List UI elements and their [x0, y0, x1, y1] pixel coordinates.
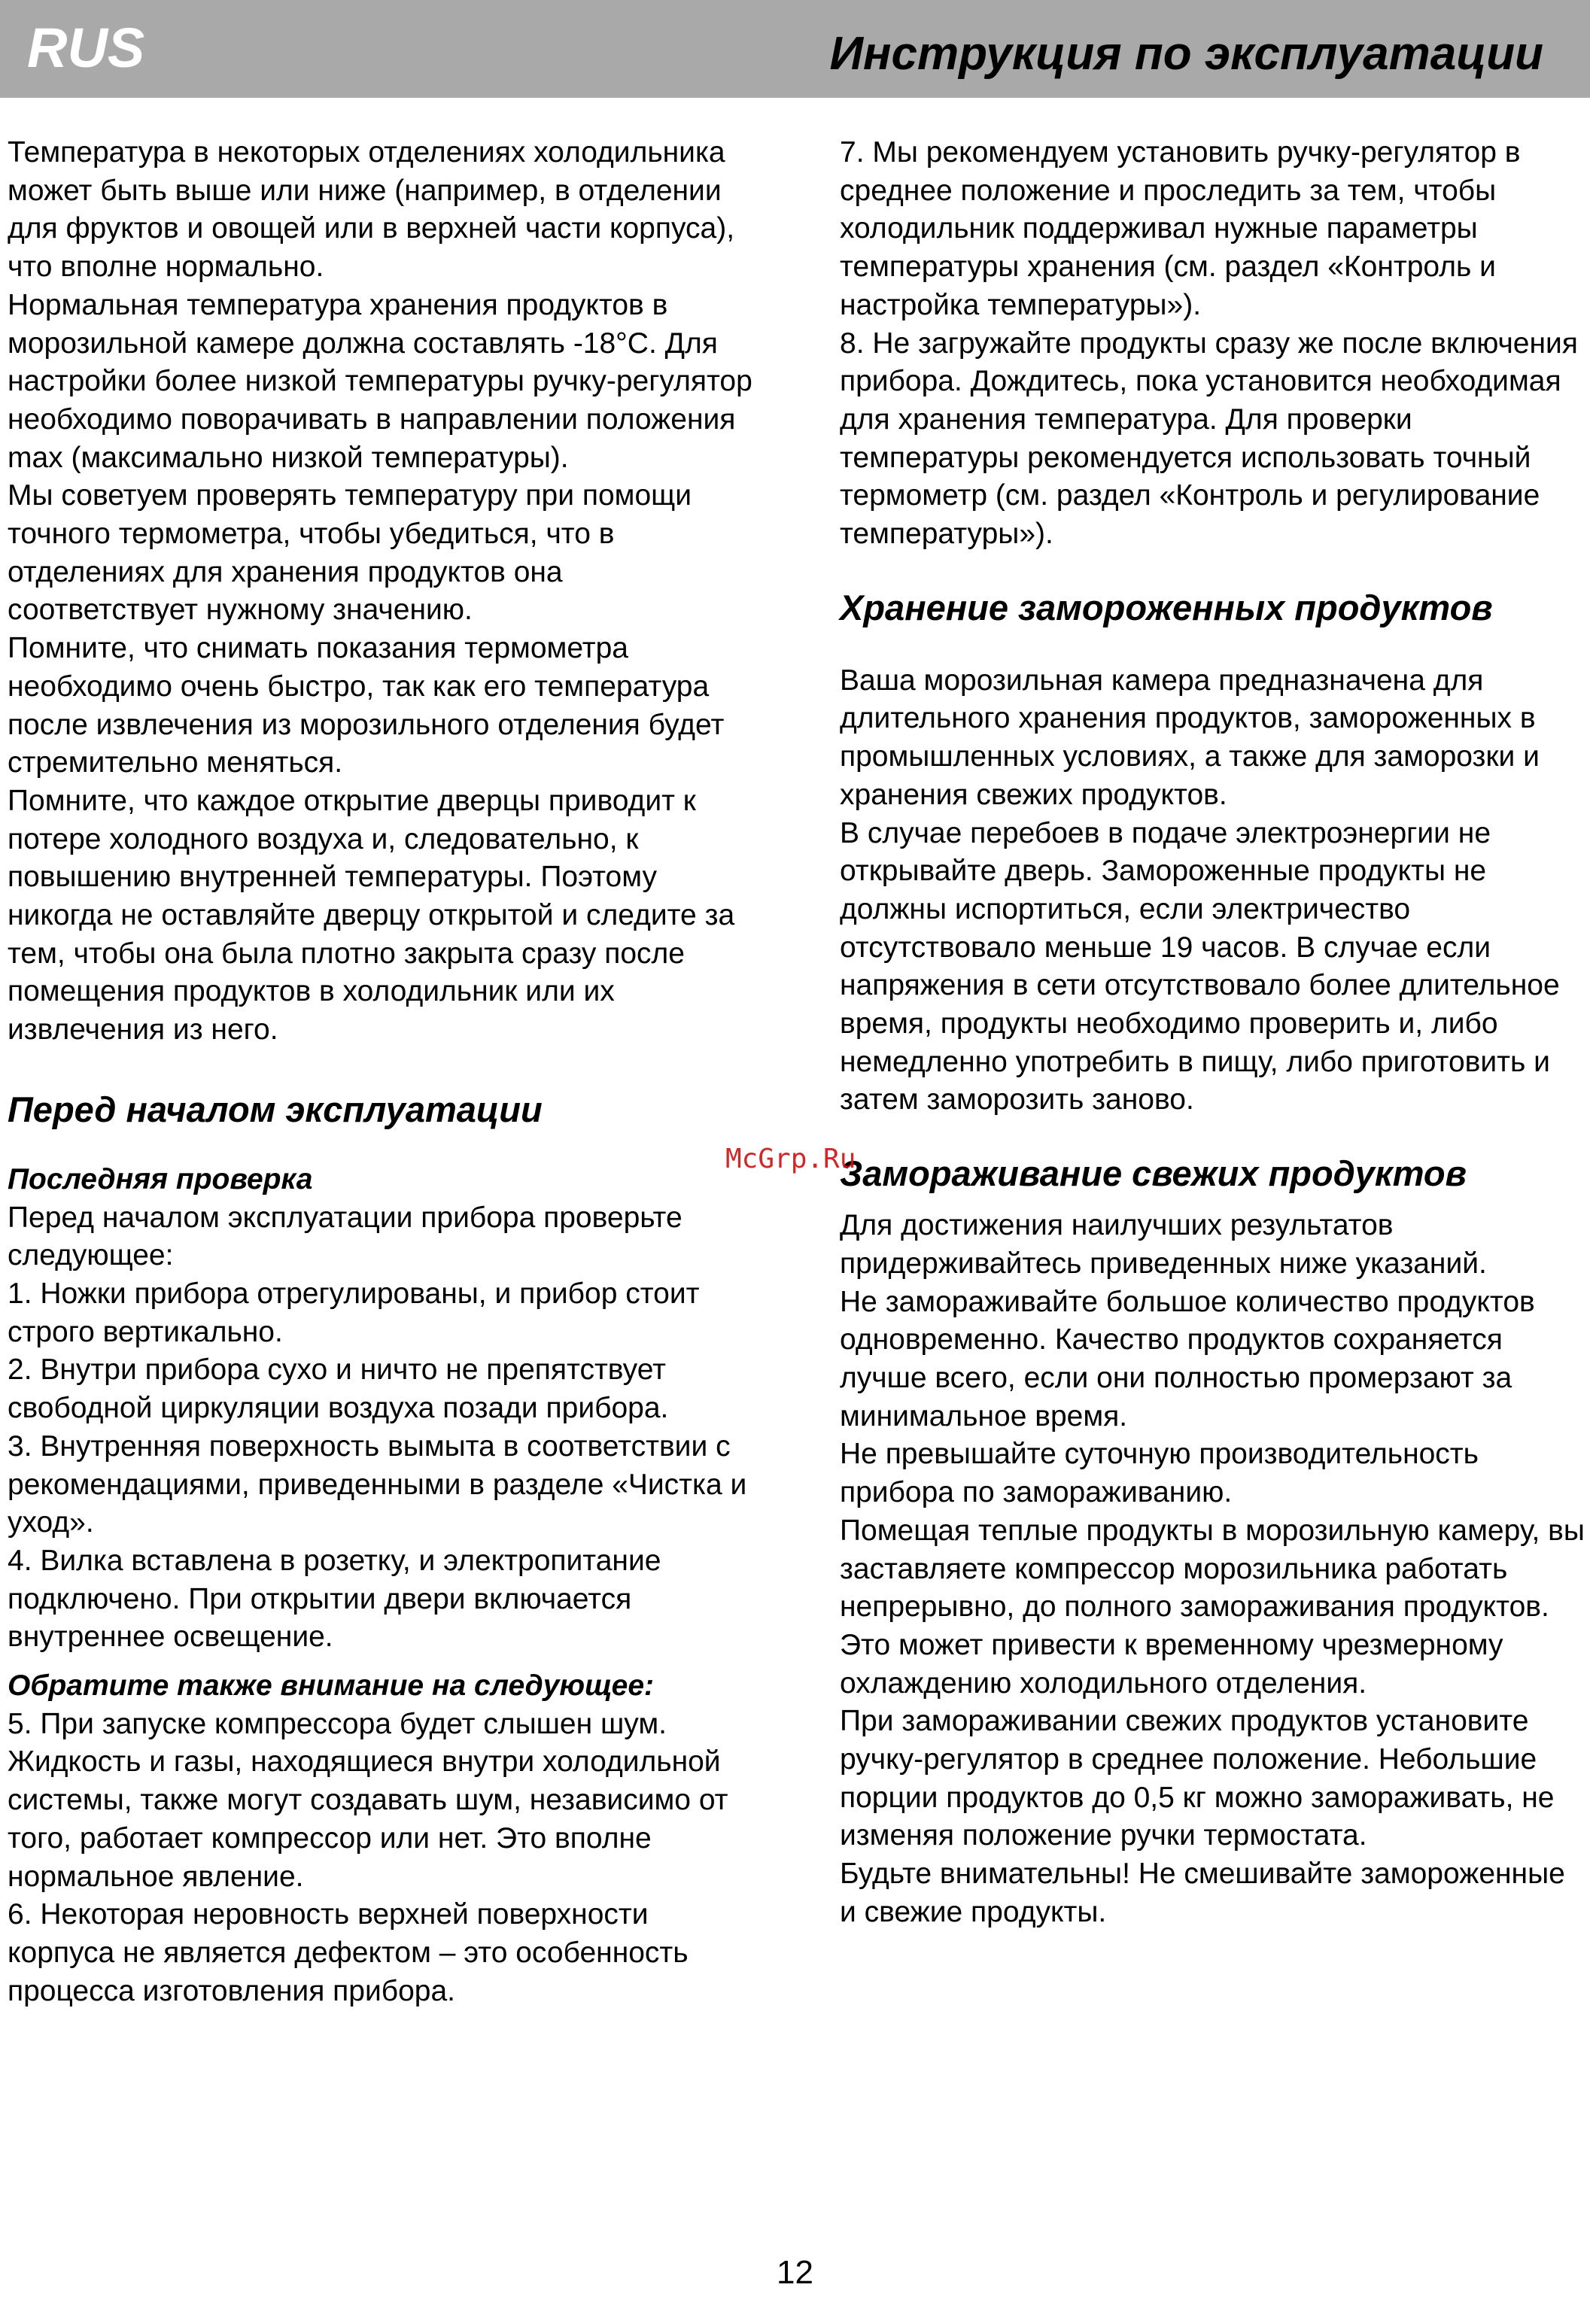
- document-title: Инструкция по эксплуатации: [829, 28, 1543, 80]
- paragraph: Будьте внимательны! Не смешивайте замороженные и свежие продукты.: [840, 1858, 1565, 1928]
- paragraph: Ваша морозильная камера предназначена для длительного хранения продуктов, замороженных в промышленных условиях, а также для заморозки и хранения свежих продуктов.: [840, 664, 1540, 811]
- paragraph: Не замораживайте большое количество продуктов одновременно. Качество продуктов сохраняется лучше всего, если они полностью промерзают за минимальное время.: [840, 1285, 1535, 1432]
- list-item: 3. Внутренняя поверхность вымыта в соответствии с рекомендациями, приведенными в разделе «Чистка и уход».: [8, 1429, 747, 1539]
- right-column: [840, 134, 1585, 1932]
- paragraph: Помните, что снимать показания термометра необходимо очень быстро, так как его температура после извлечения из морозильного отделения будет стремительно меняться.: [8, 632, 725, 779]
- paragraph: Мы советуем проверять температуру при помощи точного термометра, чтобы убедиться, что в отделениях для хранения продуктов она соответствует нужному значению.: [8, 479, 692, 627]
- list-item: 4. Вилка вставлена в розетку, и электропитание подключено. При открытии двери включается внутреннее освещение.: [8, 1544, 661, 1654]
- subheading: Последняя проверка: [8, 1162, 313, 1195]
- paragraph: В случае перебоев в подаче электроэнергии не открывайте дверь. Замороженные продукты не должны испортиться, если электричество отсутствовало меньше 19 часов. В случае если напряжения в сети отсутствовало более длительное время, продукты необходимо проверить и, либо немедленно употребить в пищу, либо приготовить и затем заморозить заново.: [840, 816, 1560, 1116]
- list-item: 2. Внутри прибора сухо и ничто не препятствует свободной циркуляции воздуха позади прибора.: [8, 1353, 669, 1425]
- page-header: [0, 0, 1590, 98]
- paragraph: Помните, что каждое открытие дверцы приводит к потере холодного воздуха и, следовательно, к повышению внутренней температуры. Поэтому никогда не оставляйте дверцу открытой и следите за тем, чтобы она была плотно закрыта сразу после помещения продуктов в холодильник или их извлечения из него.: [8, 784, 735, 1047]
- paragraph: Не превышайте суточную производительность прибора по замораживанию.: [840, 1438, 1479, 1509]
- section-heading: Хранение замороженных продуктов: [840, 587, 1493, 627]
- list-item: 7. Мы рекомендуем установить ручку-регулятор в среднее положение и проследить за тем, чтобы холодильник поддерживал нужные параметры температуры хранения (см. раздел «Контроль и настройка температуры»).: [840, 136, 1521, 321]
- watermark: McGrp.Ru: [725, 1144, 856, 1174]
- paragraph: Температура в некоторых отделениях холодильника может быть выше или ниже (например, в отделении для фруктов и овощей или в верхней части корпуса), что вполне нормально.: [8, 136, 735, 284]
- page-number: 12: [777, 2254, 813, 2291]
- paragraph: Нормальная температура хранения продуктов в морозильной камере должна составлять -18°C. Для настройки более низкой температуры ручку-регулятор необходимо поворачивать в направлении положения max (максимально низкой температуры).: [8, 288, 752, 474]
- language-code: RUS: [27, 17, 145, 79]
- list-item: 1. Ножки прибора отрегулированы, и прибор стоит строго вертикально.: [8, 1277, 700, 1348]
- list-item: 6. Некоторая неровность верхней поверхности корпуса не является дефектом – это особенность процесса изготовления прибора.: [8, 1898, 689, 2007]
- subheading: Обратите также внимание на следующее:: [8, 1669, 655, 1703]
- paragraph: Для достижения наилучших результатов придерживайтесь приведенных ниже указаний.: [840, 1209, 1487, 1280]
- paragraph: Перед началом эксплуатации прибора проверьте следующее:: [8, 1201, 683, 1272]
- list-item: 8. Не загружайте продукты сразу же после включения прибора. Дождитесь, пока установится необходимая для хранения температура. Для проверки температуры рекомендуется использовать точный термометр (см. раздел «Контроль и регулирование температуры»).: [840, 327, 1578, 551]
- left-column: [8, 134, 760, 2010]
- paragraph: Помещая теплые продукты в морозильную камеру, вы заставляете компрессор морозильника работать непрерывно, до полного замораживания продуктов. Это может привести к временному чрезмерному охлаждению холодильного отделения.: [840, 1514, 1585, 1700]
- paragraph: При замораживании свежих продуктов установите ручку-регулятор в среднее положение. Небольшие порции продуктов до 0,5 кг можно замораживать, не изменяя положение ручки термостата.: [840, 1705, 1555, 1852]
- section-heading: Перед началом эксплуатации: [8, 1089, 543, 1129]
- list-item: 5. При запуске компрессора будет слышен шум. Жидкость и газы, находящиеся внутри холодильной системы, также могут создавать шум, независимо от того, работает компрессор или нет. Это вполне нормальное явление.: [8, 1707, 728, 1893]
- section-heading: Замораживание свежих продуктов: [840, 1153, 1467, 1194]
